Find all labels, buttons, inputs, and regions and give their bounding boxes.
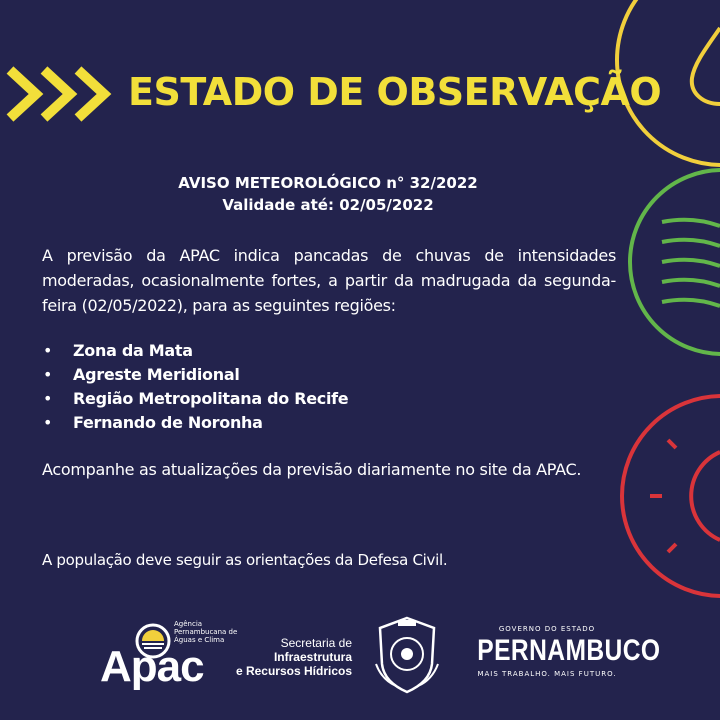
region-label: Fernando de Noronha bbox=[73, 413, 263, 432]
list-item bbox=[42, 411, 602, 435]
page-title: ESTADO DE OBSERVAÇÃO bbox=[128, 70, 662, 114]
secretaria-logo bbox=[228, 636, 352, 678]
footer-logos bbox=[0, 610, 720, 720]
pernambuco-bottom: MAIS TRABALHO. MAIS FUTURO. bbox=[477, 670, 617, 678]
notice-header bbox=[40, 172, 616, 216]
pernambuco-main: PERNAMBUCO bbox=[477, 634, 661, 667]
secretaria-line2: Infraestrutura bbox=[273, 650, 352, 664]
list-item bbox=[42, 339, 602, 363]
forecast-paragraph: A previsão da APAC indica pancadas de chuvas de intensidades moderadas, ocasionalmente fortes, a partir da madrugada da segunda-feira (02/05/2022), para as seguintes regiões: bbox=[42, 246, 616, 315]
pernambuco-top: GOVERNO DO ESTADO bbox=[498, 625, 596, 633]
bullet: • bbox=[43, 413, 53, 432]
pernambuco-logo bbox=[462, 624, 661, 694]
regions-list bbox=[42, 339, 602, 435]
follow-updates-text: Acompanhe as atualizações da previsão diariamente no site da APAC. bbox=[42, 460, 582, 479]
wind-icon bbox=[630, 170, 720, 354]
notice-number: AVISO METEOROLÓGICO n° 32/2022 bbox=[178, 174, 478, 192]
list-item bbox=[42, 387, 602, 411]
sun-icon bbox=[622, 396, 720, 596]
bullet: • bbox=[43, 341, 53, 360]
region-label: Agreste Meridional bbox=[73, 365, 240, 384]
region-label: Zona da Mata bbox=[73, 341, 193, 360]
state-crest-icon bbox=[372, 614, 442, 696]
apac-wordmark: Apac bbox=[100, 642, 204, 691]
bullet: • bbox=[43, 389, 53, 408]
secretaria-line1: Secretaria de bbox=[280, 636, 352, 650]
region-label: Região Metropolitana do Recife bbox=[73, 389, 349, 408]
civil-defense-text: A população deve seguir as orientações da Defesa Civil. bbox=[42, 551, 448, 569]
header-banner bbox=[0, 62, 662, 126]
secretaria-line3: e Recursos Hídricos bbox=[235, 664, 352, 678]
chevrons-icon bbox=[4, 62, 120, 126]
apac-subtitle: Agência Pernambucana de Águas e Clima bbox=[174, 620, 238, 644]
list-item bbox=[42, 363, 602, 387]
apac-logo bbox=[98, 616, 238, 702]
notice-validity: Validade até: 02/05/2022 bbox=[222, 196, 434, 214]
bullet: • bbox=[43, 365, 53, 384]
